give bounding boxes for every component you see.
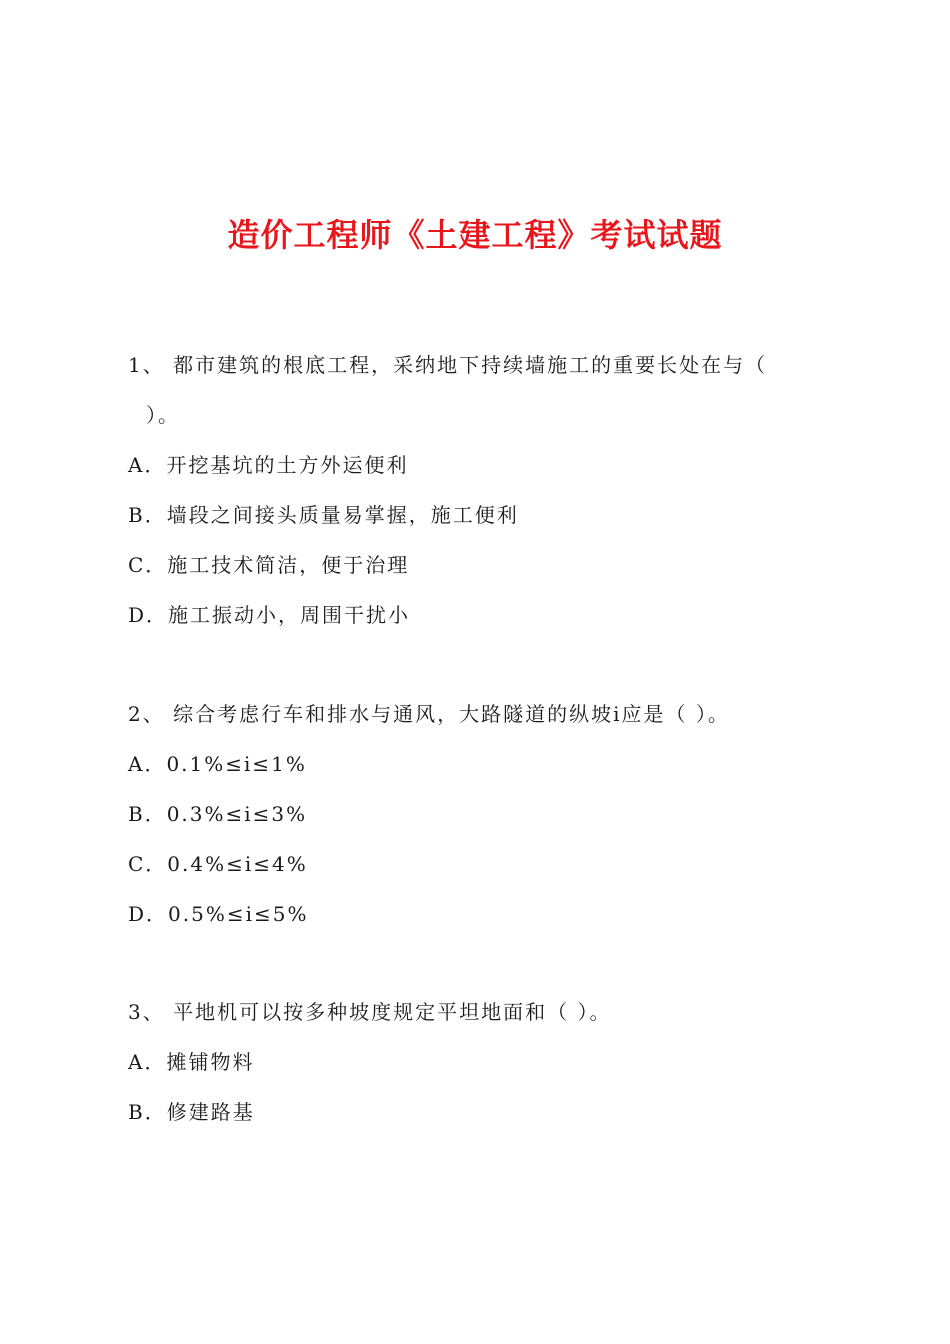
page-title: 造价工程师《土建工程》考试试题 xyxy=(227,216,723,254)
question-3-stem: 3、 平地机可以按多种坡度规定平坦地面和（ ）。 xyxy=(128,1000,612,1024)
question-1-stem: 1、 都市建筑的根底工程，采纳地下持续墙施工的重要长处在与（ xyxy=(128,353,768,377)
question-3-option-a: A．摊铺物料 xyxy=(128,1050,255,1074)
question-2-option-b: B．0.3%≤i≤3% xyxy=(128,802,308,826)
question-1-option-a: A．开挖基坑的土方外运便利 xyxy=(128,453,409,477)
question-2-option-a: A．0.1%≤i≤1% xyxy=(128,752,307,776)
question-1-option-d: D．施工振动小，周围干扰小 xyxy=(128,603,411,627)
question-2-stem: 2、 综合考虑行车和排水与通风，大路隧道的纵坡i应是（ ）。 xyxy=(128,702,730,726)
question-1-option-b: B．墙段之间接头质量易掌握，施工便利 xyxy=(128,503,519,527)
question-2-option-d: D．0.5%≤i≤5% xyxy=(128,902,309,926)
question-2-option-c: C．0.4%≤i≤4% xyxy=(128,852,308,876)
question-1-option-c: C．施工技术简洁，便于治理 xyxy=(128,553,410,577)
question-3-option-b: B．修建路基 xyxy=(128,1100,255,1124)
question-1-stem-continued: ）。 xyxy=(146,403,180,427)
